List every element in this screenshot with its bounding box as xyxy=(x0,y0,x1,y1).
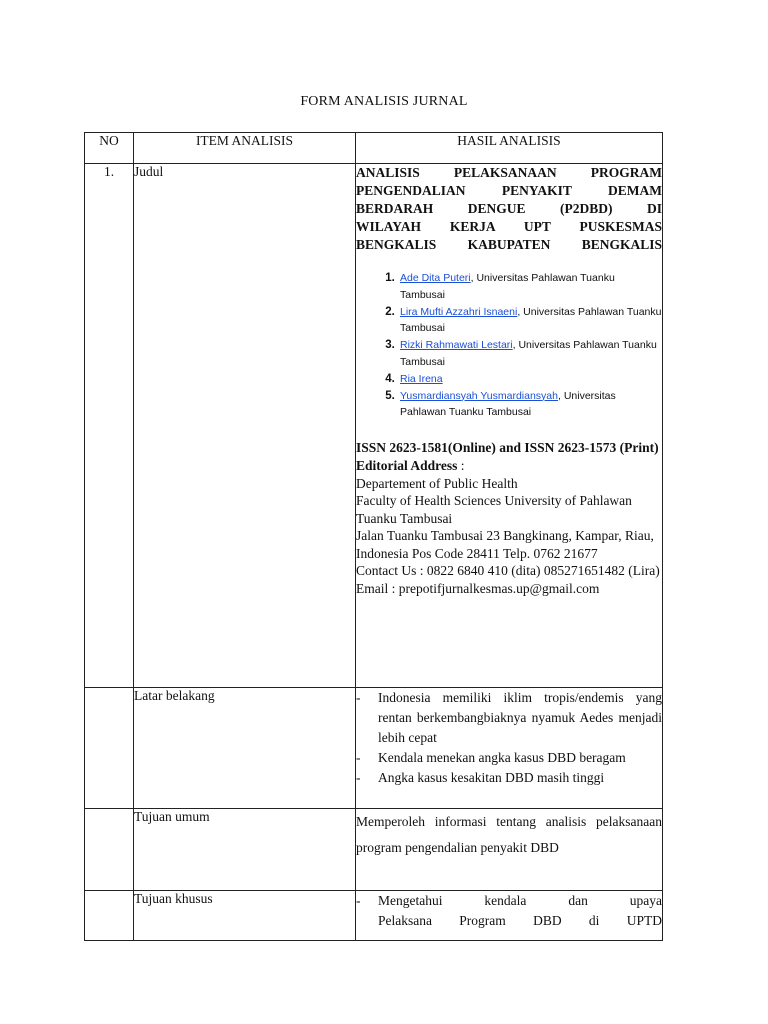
specific-objective-list xyxy=(356,891,662,931)
table-header-row xyxy=(85,133,663,164)
author-affiliation: , Universitas Pahlawan Tuanku Tambusai xyxy=(400,272,615,301)
author-item xyxy=(398,388,662,422)
editorial-label: Editorial Address xyxy=(356,458,458,474)
author-link[interactable]: Rizki Rahmawati Lestari xyxy=(400,339,513,352)
list-item xyxy=(356,768,662,788)
journal-title-line: ANALISIS PELAKSANAAN PROGRAM xyxy=(356,165,662,180)
author-item xyxy=(398,304,662,338)
journal-title-line: BERDARAH DENGUE (P2DBD) DI xyxy=(356,201,662,216)
list-item-text: Angka kasus kesakitan DBD masih tinggi xyxy=(378,770,605,785)
author-affiliation: , Universitas Pahlawan Tuanku Tambusai xyxy=(400,305,662,335)
author-link[interactable]: Ria Irena xyxy=(400,372,443,385)
row-number: 1. xyxy=(85,164,134,688)
author-item xyxy=(398,337,662,371)
general-objective-text: Memperoleh informasi tentang analisis pelaksanaan program pengendalian penyakit DBD xyxy=(356,814,662,855)
background-list xyxy=(356,688,662,788)
author-affiliation: , Universitas Pahlawan Tuanku Tambusai xyxy=(400,339,657,368)
result-latar-belakang xyxy=(356,688,663,809)
issn-text: ISSN 2623-1581(Online) and ISSN 2623-1573 (Print) xyxy=(356,440,659,456)
analysis-table xyxy=(84,132,663,941)
address-line: Faculty of Health Sciences University of Pahlawan Tuanku Tambusai xyxy=(356,493,632,526)
header-result: HASIL ANALISIS xyxy=(356,133,663,164)
address-line: Jalan Tuanku Tambusai 23 Bangkinang, Kampar, Riau, Indonesia Pos Code 28411 Telp. 0762 21677 xyxy=(356,528,654,561)
list-item-text: Kendala menekan angka kasus DBD beragam xyxy=(378,750,626,765)
header-no: NO xyxy=(85,133,134,164)
result-tujuan-umum xyxy=(356,809,663,891)
author-link[interactable]: Ade Dita Puteri xyxy=(400,272,471,284)
item-label-tujuan-umum: Tujuan umum xyxy=(134,809,356,891)
address-line: Contact Us : 0822 6840 410 (dita) 085271651482 (Lira) xyxy=(356,563,660,579)
list-item xyxy=(356,891,662,931)
row-number-empty xyxy=(85,688,134,809)
header-item: ITEM ANALISIS xyxy=(134,133,356,164)
page-title: FORM ANALISIS JURNAL xyxy=(300,94,468,109)
journal-title-line: PENGENDALIAN PENYAKIT DEMAM xyxy=(356,183,662,198)
table-row-judul xyxy=(85,164,663,688)
author-item xyxy=(398,371,662,388)
journal-title-line: BENGKALIS KABUPATEN BENGKALIS xyxy=(356,237,662,252)
email-line: Email : prepotifjurnalkesmas.up@gmail.com xyxy=(356,580,600,596)
list-item-text: Pelaksana Program DBD di UPTD xyxy=(378,913,662,928)
row-number-empty xyxy=(85,809,134,891)
journal-title-line: WILAYAH KERJA UPT PUSKESMAS xyxy=(356,219,662,234)
list-item-text: Indonesia memiliki iklim tropis/endemis yang rentan berkembangbiaknya nyamuk Aedes menjadi lebih cepat xyxy=(378,690,662,745)
author-affiliation: , Universitas Pahlawan Tuanku Tambusai xyxy=(400,389,616,419)
author-link[interactable]: Lira Mufti Azzahri Isnaeni xyxy=(400,305,518,318)
author-list xyxy=(356,270,662,421)
editorial-address xyxy=(356,457,662,597)
item-label-judul: Judul xyxy=(134,164,356,688)
result-judul xyxy=(356,164,663,688)
editorial-colon: : xyxy=(457,458,465,474)
dash-marker: - xyxy=(356,690,361,705)
dash-marker: - xyxy=(356,893,361,908)
journal-title xyxy=(356,164,662,254)
address-line: Departement of Public Health xyxy=(356,475,518,491)
item-label-latar-belakang: Latar belakang xyxy=(134,688,356,809)
author-link[interactable]: Yusmardiansyah Yusmardiansyah xyxy=(400,389,558,402)
table-row-tujuan-umum xyxy=(85,809,663,891)
table-row-latar-belakang xyxy=(85,688,663,809)
row-number-empty xyxy=(85,891,134,941)
result-tujuan-khusus xyxy=(356,891,663,941)
list-item-text: Mengetahui kendala dan upaya xyxy=(378,893,662,908)
table-row-tujuan-khusus xyxy=(85,891,663,941)
list-item xyxy=(356,688,662,748)
author-item xyxy=(398,270,662,304)
list-item xyxy=(356,748,662,768)
item-label-tujuan-khusus: Tujuan khusus xyxy=(134,891,356,941)
dash-marker: - xyxy=(356,770,361,785)
dash-marker: - xyxy=(356,750,361,765)
